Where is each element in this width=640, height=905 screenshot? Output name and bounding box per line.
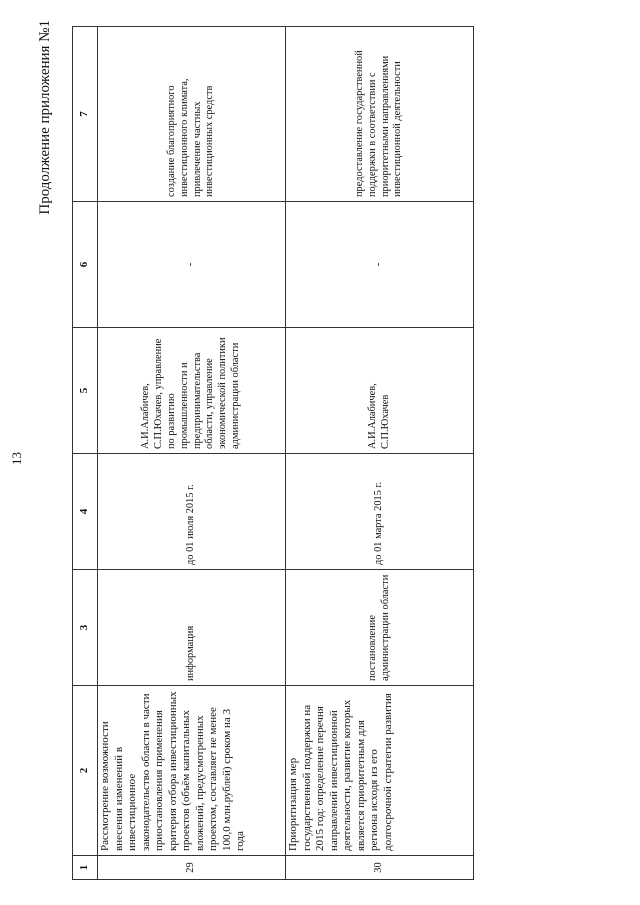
effect-cell: предоставление государственной поддержки в соответствии с приоритетными направлениями инвестиционной деятельности bbox=[286, 27, 474, 202]
result-cell: информация bbox=[98, 570, 286, 686]
table-row bbox=[98, 27, 286, 880]
row-number: 29 bbox=[98, 856, 286, 880]
column-header: 7 bbox=[73, 27, 98, 202]
measure-cell: Приоритизация мер государственной поддержки на 2015 год: определение перечня направлений инвестиционной деятельности, развитие которых является приоритетным для региона исходя из его долгосрочной стратегии развития bbox=[286, 686, 474, 856]
column-header: 2 bbox=[73, 686, 98, 856]
table-header-row bbox=[73, 27, 98, 880]
appendix-note: Продолжение приложения №1 bbox=[37, 20, 53, 215]
column-header: 5 bbox=[73, 328, 98, 454]
result-cell: постановление администрации области bbox=[286, 570, 474, 686]
funding-cell: - bbox=[98, 202, 286, 328]
page-number: 13 bbox=[9, 452, 24, 465]
funding-cell: - bbox=[286, 202, 474, 328]
column-header: 3 bbox=[73, 570, 98, 686]
column-header: 1 bbox=[73, 856, 98, 880]
column-header: 6 bbox=[73, 202, 98, 328]
deadline-cell: до 01 июля 2015 г. bbox=[98, 454, 286, 570]
deadline-cell: до 01 марта 2015 г. bbox=[286, 454, 474, 570]
measure-cell: Рассмотрение возможности внесения изменений в инвестиционное законодательство области в части приостановления применения критерия отбора инвестиционных проектов (объём капитальных вложений, предусмотренных проектом, составляет не менее 100,0 млн.рублей) сроком на 3 года bbox=[98, 686, 286, 856]
row-number: 30 bbox=[286, 856, 474, 880]
effect-cell: создание благоприятного инвестиционного климата, привлечение частных инвестиционных средств bbox=[98, 27, 286, 202]
column-header: 4 bbox=[73, 454, 98, 570]
responsible-cell: А.И.Алабичев, С.П.Юхачев, управление по развитию промышленности и предпринимательства области, управление экономической политики администрации области bbox=[98, 328, 286, 454]
responsible-cell: А.И.Алабичев, С.П.Юхачев bbox=[286, 328, 474, 454]
action-plan-table bbox=[72, 26, 474, 880]
table-row bbox=[286, 27, 474, 880]
